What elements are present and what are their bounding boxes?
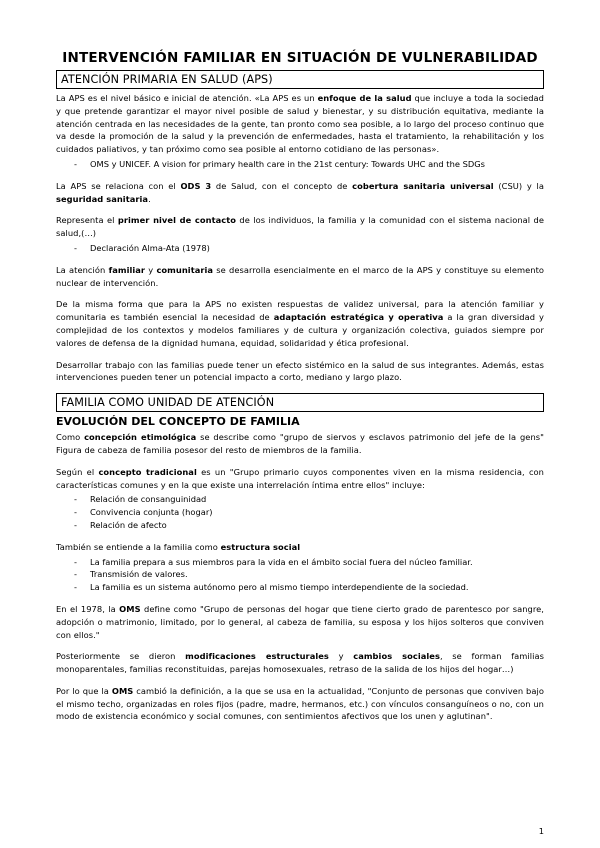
list-estructura-social [74, 556, 544, 594]
paragraph-tradicional: Según el concepto tradicional es un "Grupo primario cuyos componentes viven en la misma residencia, con características comunes y en la que existe una interrelación íntima entre ellos" incluye: [56, 466, 544, 490]
list-item: - La familia es un sistema autónomo pero al mismo tiempo interdependiente de la sociedad. [74, 581, 544, 594]
list-item: - Relación de consanguinidad [74, 493, 544, 506]
page-number: 1 [538, 826, 544, 836]
list-item: - Transmisión de valores. [74, 568, 544, 581]
paragraph-etimologica: Como concepción etimológica se describe como "grupo de siervos y esclavos patrimonio del jefe de la gens" Figura de cabeza de familia posesor del resto de miembros de la familia. [56, 432, 545, 455]
paragraph-estructura-social: También se entiende a la familia como estructura social [56, 541, 301, 552]
subheading-evolucion: EVOLUCIÓN DEL CONCEPTO DE FAMILIA [56, 415, 300, 429]
paragraph-aps-definition: La APS es el nivel básico e inicial de atención. «La APS es un enfoque de la salud que incluye a toda la sociedad y que pretende garantizar el mayor nivel posible de salud y bienestar, y su distribución equitativa, mediante la atención centrada en las necesidades de la gente, tan pronto como sea posible, a lo largo del proceso continuo que va desde la promoción de la salud y la prevención de enfermedades, hasta el tratamiento, la rehabilitación y los cuidados paliativos, y tan próximo como sea posible al entorno cotidiano de las personas». [56, 93, 545, 155]
paragraph-ods3: La APS se relaciona con el ODS 3 de Salud, con el concepto de cobertura sanitaria universal (CSU) y la seguridad sanitaria. [56, 180, 544, 204]
paragraph-modificaciones: Posteriormente se dieron modificaciones estructurales y cambios sociales, se forman familias monoparentales, familias reconstituidas, parejas homosexuales, retraso de la salida de los hijos del hogar…) [56, 651, 545, 675]
document-title: INTERVENCIÓN FAMILIAR EN SITUACIÓN DE VULNERABILIDAD [62, 50, 538, 66]
reference-list [74, 242, 544, 255]
reference-alma-ata: - Declaración Alma-Ata (1978) [74, 242, 544, 255]
reference-oms-unicef: - OMS y UNICEF. A vision for primary health care in the 21st century: Towards UHC and the SDGs [74, 158, 544, 171]
paragraph-adaptacion: De la misma forma que para la APS no existen respuestas de validez universal, para la atención familiar y comunitaria es también esencial la necesidad de adaptación estratégica y operativa a la gran diversidad y complejidad de los contextos y modelos familiares y de cultura y organización colectiva, guiados siempre por valores de defensa de la dignidad humana, equidad, solidaridad y ética profesional. [56, 299, 544, 348]
list-item: - Convivencia conjunta (hogar) [74, 506, 544, 519]
paragraph-oms-actual: Por lo que la OMS cambió la definición, a la que se usa en la actualidad, "Conjunto de personas que conviven bajo el mismo techo, organizadas en roles fijos (padre, madre, hermanos, etc.) con vínculos consanguíneos o no, con un modo de existencia económico y social comunes, con sentimientos afectivos que los unen y aglutinan". [56, 685, 544, 722]
reference-list [74, 158, 544, 171]
document-page [56, 50, 544, 732]
paragraph-trabajo-familias: Desarrollar trabajo con las familias puede tener un efecto sistémico en la salud de sus integrantes. Además, estas intervenciones pueden tener un potencial impacto a corto, mediano y largo plazo. [56, 359, 544, 383]
paragraph-oms-1978: En el 1978, la OMS define como "Grupo de personas del hogar que tiene cierto grado de parentesco por sangre, adopción o matrimonio, limitado, por lo general, al cabeza de familia, su esposa y los hijos solteros que conviven con ellos." [56, 603, 544, 640]
list-tradicional [74, 493, 544, 531]
section-heading-familia: FAMILIA COMO UNIDAD DE ATENCIÓN [56, 393, 544, 412]
paragraph-atencion-familiar: La atención familiar y comunitaria se desarrolla esencialmente en el marco de la APS y constituye su elemento nuclear de intervención. [56, 264, 544, 288]
paragraph-primer-nivel: Representa el primer nivel de contacto de los individuos, la familia y la comunidad con el sistema nacional de salud,(…) [56, 215, 544, 239]
section-heading-aps: ATENCIÓN PRIMARIA EN SALUD (APS) [56, 70, 544, 89]
list-item: - Relación de afecto [74, 519, 544, 532]
list-item: - La familia prepara a sus miembros para la vida en el ámbito social fuera del núcleo familiar. [74, 556, 544, 569]
